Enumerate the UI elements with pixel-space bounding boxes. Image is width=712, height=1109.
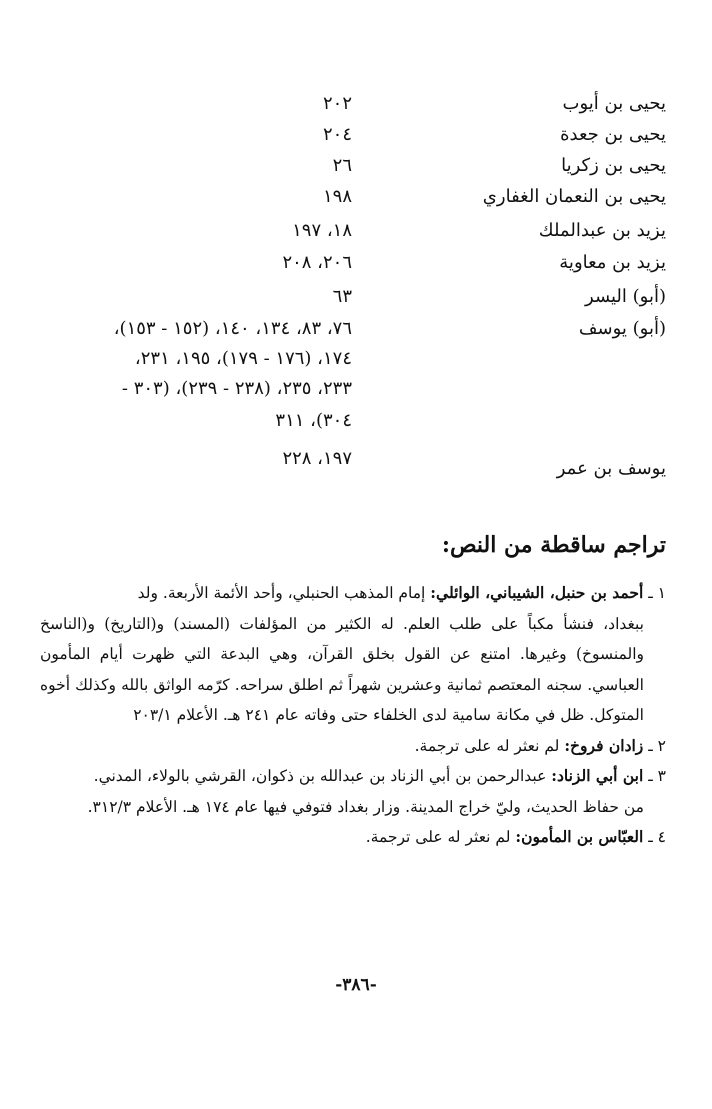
note-number: ١ ـ xyxy=(648,584,666,602)
note-continuation: ببغداد، فنشأ مكباً على طلب العلم. له الكثير من المؤلفات (المسند) و(التاريخ) و(الناسخ والمنسوخ) وغيرها. امتنع عن القول بخلق القرآن، وهي البدعة التي ظهرت أيام المأمون العباسي. سجنه المعتصم ثمانية وعشرين شهراً ثم اطلق سراحه. كرّمه الواثق بالله وكذلك أخوه المتوكل. ظل في مكانة سامية لدى الخلفاء حتى وفاته عام ٢٤١ هـ. الأعلام ٢٠٣/١ xyxy=(40,614,644,724)
index-row xyxy=(0,155,712,185)
index-row xyxy=(0,378,712,408)
index-pages: ٣٠٤)، ٣١١ xyxy=(275,410,352,431)
index-name: (أبو) يوسف xyxy=(578,318,666,339)
index-pages: ١٨، ١٩٧ xyxy=(292,220,352,241)
index-pages: ٧٦، ٨٣، ١٣٤، ١٤٠، (١٥٢ - ١٥٣)، xyxy=(113,318,352,339)
note-continuation: من حفاظ الحديث، وليّ خراج المدينة. وزار بغداد فتوفي فيها عام ١٧٤ هـ. الأعلام ٣١٢/٣. xyxy=(87,797,644,816)
note-name: ابن أبي الزناد: xyxy=(551,766,644,785)
note-item xyxy=(40,822,666,853)
note-text: إمام المذهب الحنبلي، وأحد الأئمة الأربعة. ولد xyxy=(137,584,426,602)
section-title: تراجم ساقطة من النص: xyxy=(441,532,666,558)
note-text: لم نعثر له على ترجمة. xyxy=(414,736,560,755)
index-row xyxy=(0,410,712,440)
index-pages: ٢٣٣، ٢٣٥، (٢٣٨ - ٢٣٩)، (٣٠٣ - xyxy=(121,378,352,399)
index-name: يزيد بن عبدالملك xyxy=(538,220,666,241)
index-row xyxy=(0,186,712,216)
note-item xyxy=(40,761,666,822)
note-item xyxy=(40,578,666,731)
index-name: يحيى بن النعمان الغفاري xyxy=(482,186,666,207)
index-row xyxy=(0,318,712,348)
index-pages: ٢٠٢ xyxy=(322,93,352,114)
biography-notes xyxy=(40,578,666,853)
index-pages: ١٩٧، ٢٢٨ xyxy=(282,448,352,469)
note-number: ٤ ـ xyxy=(648,828,666,846)
index-row xyxy=(0,252,712,282)
note-item xyxy=(40,731,666,762)
note-text: عبدالرحمن بن أبي الزناد بن عبدالله بن ذكوان، القرشي بالولاء، المدني. xyxy=(93,767,547,785)
index-pages: ١٩٨ xyxy=(322,186,352,207)
index-name: يوسف بن عمر xyxy=(556,458,666,479)
note-number: ٢ ـ xyxy=(648,736,666,755)
note-number: ٣ ـ xyxy=(648,767,666,785)
index-row xyxy=(0,348,712,378)
note-name: زادان فروخ: xyxy=(564,735,644,755)
note-name: أحمد بن حنبل، الشيباني، الوائلي: xyxy=(430,583,644,602)
index-pages: ٦٣ xyxy=(332,286,352,307)
index-pages: ٢٠٦، ٢٠٨ xyxy=(282,252,352,273)
page-number: -٣٨٦- xyxy=(335,975,377,995)
note-text: لم نعثر له على ترجمة. xyxy=(365,828,511,846)
index-name: يحيى بن جعدة xyxy=(560,124,666,145)
note-name: العبّاس بن المأمون: xyxy=(515,827,644,846)
index-row xyxy=(0,286,712,316)
index-pages: ٢٠٤ xyxy=(322,124,352,145)
index-name: يحيى بن أيوب xyxy=(562,93,666,114)
index-row xyxy=(0,220,712,250)
index-pages: ١٧٤، (١٧٦ - ١٧٩)، ١٩٥، ٢٣١، xyxy=(134,348,352,369)
index-name: يحيى بن زكريا xyxy=(561,155,666,176)
index-pages: ٢٦ xyxy=(332,155,352,176)
index-name: يزيد بن معاوية xyxy=(559,252,666,273)
index-row xyxy=(0,448,712,478)
index-row xyxy=(0,93,712,123)
index-row xyxy=(0,124,712,154)
index-name: (أبو) اليسر xyxy=(585,286,666,307)
